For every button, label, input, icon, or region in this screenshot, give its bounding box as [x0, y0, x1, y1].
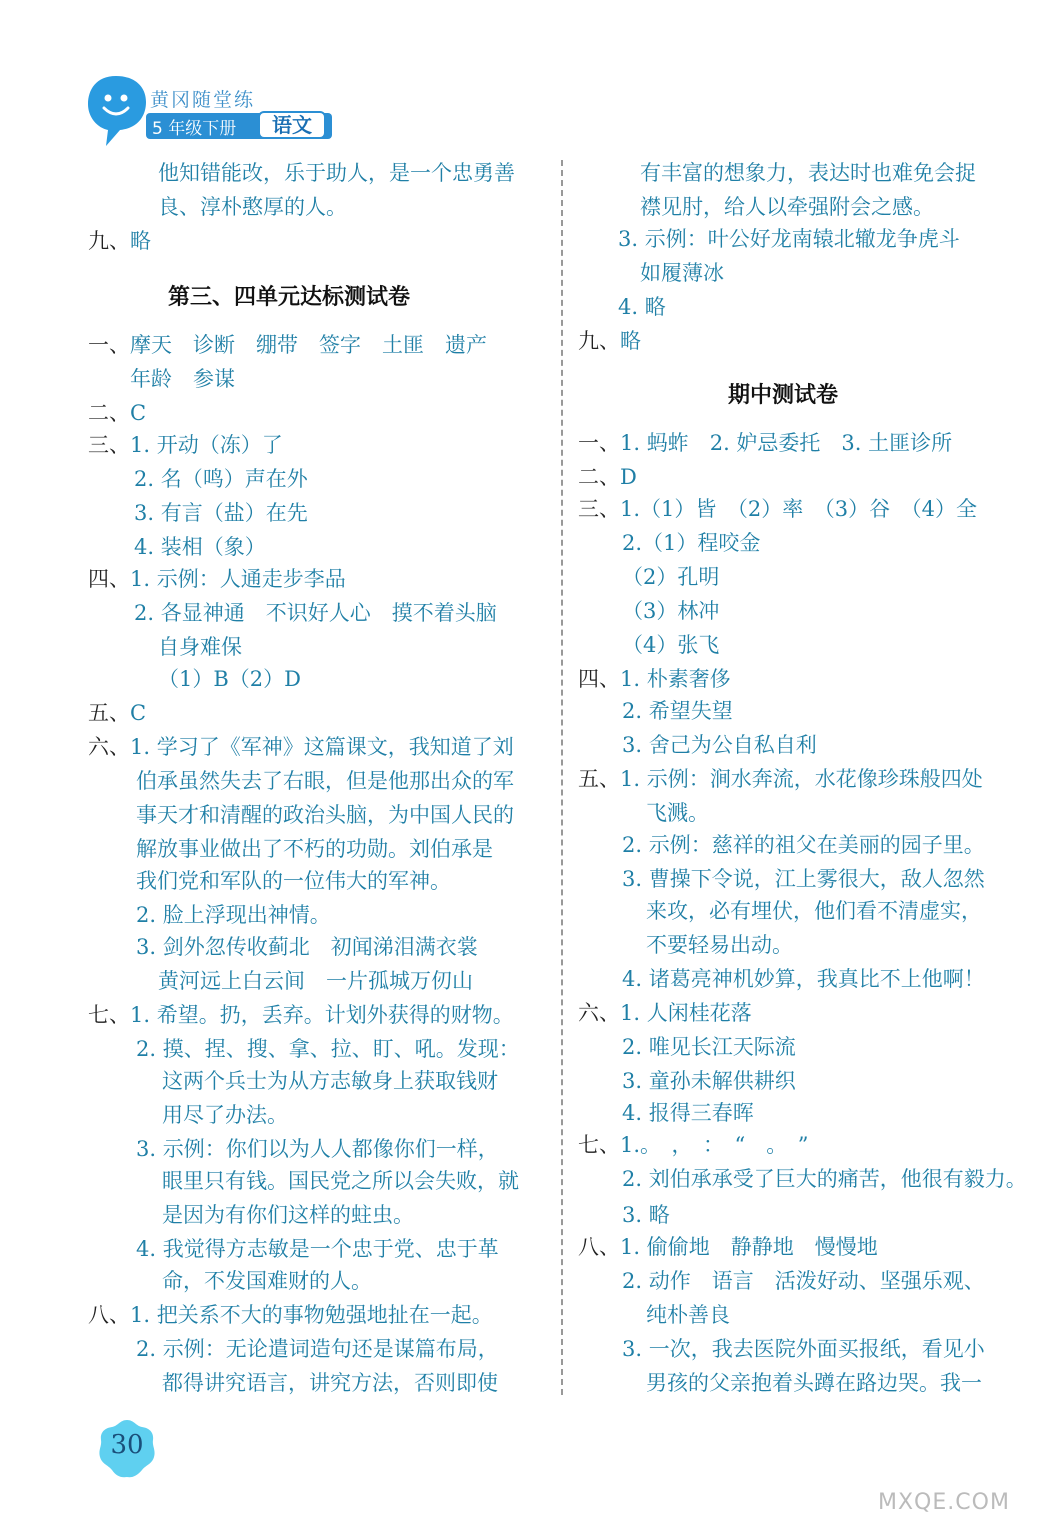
answer-text: 1. 蚂蚱 2. 妒忌委托 3. 土匪诊所 [620, 431, 953, 455]
answer-line [618, 224, 960, 254]
answer-text: 3. 示例：你们以为人人都像你们一样， [136, 1137, 499, 1161]
answer-text: 2.（1）程咬金 [622, 531, 761, 555]
answer-text: 有丰富的想象力，表达时也难免会捉 [640, 161, 976, 185]
answer-text: 3. 剑外忽传收蓟北 初闻涕泪满衣裳 [136, 935, 478, 959]
answer-line [578, 764, 983, 794]
answer-text: 男孩的父亲抱着头蹲在路边哭。我一 [646, 1371, 982, 1395]
brand-grade: 5 年级下册 [152, 119, 237, 139]
answer-line [618, 292, 666, 322]
answer-line [136, 1234, 499, 1264]
answer-text: 1. 人闲桂花落 [620, 1001, 752, 1025]
answer-text: 4. 略 [618, 295, 666, 319]
question-number: 三、 [88, 433, 130, 457]
answer-text: 是因为有你们这样的蛀虫。 [162, 1203, 414, 1227]
answer-line [136, 766, 514, 796]
answer-line [136, 900, 331, 930]
answer-text: 1. 朴素奢侈 [620, 667, 731, 691]
answer-text: 1.（1）皆 （2）率 （3）谷 （4）全 [620, 497, 977, 521]
answer-line [158, 632, 242, 662]
answer-line [136, 1034, 520, 1064]
answer-line [158, 966, 473, 996]
answer-text: 解放事业做出了不朽的功勋。刘伯承是 [136, 837, 493, 861]
answer-line [88, 698, 146, 728]
answer-text: C [130, 401, 147, 425]
answer-line [136, 932, 478, 962]
answer-line [622, 864, 985, 894]
answer-text: 伯承虽然失去了右眼，但是他那出众的军 [136, 769, 514, 793]
answer-line [136, 834, 493, 864]
answer-text: 1. 示例：涧水奔流，水花像珍珠般四处 [620, 767, 983, 791]
answer-line [158, 158, 515, 188]
question-number: 四、 [578, 667, 620, 691]
answer-text: 自身难保 [158, 635, 242, 659]
answer-line [646, 930, 793, 960]
answer-text: 年龄 参谋 [130, 367, 235, 391]
page-number: 30 [110, 1430, 144, 1460]
answer-text: 我们党和军队的一位伟大的军神。 [136, 869, 451, 893]
answer-line [88, 398, 146, 428]
answer-text: 1. 把关系不大的事物勉强地扯在一起。 [130, 1303, 493, 1327]
answer-line [88, 430, 283, 460]
answer-line [646, 1368, 982, 1398]
answer-text: 他知错能改，乐于助人，是一个忠勇善 [158, 161, 515, 185]
answer-text: 3. 童孙未解供耕织 [622, 1069, 796, 1093]
answer-text: D [620, 465, 637, 489]
answer-text: 3. 略 [622, 1203, 670, 1227]
question-number: 九、 [88, 229, 130, 253]
answer-line [578, 428, 952, 458]
answer-line [136, 800, 514, 830]
answer-line [622, 730, 817, 760]
answer-text: 4. 诸葛亮神机妙算，我真比不上他啊！ [622, 967, 985, 991]
answer-line [622, 630, 719, 660]
answer-text: 眼里只有钱。国民党之所以会失败，就 [162, 1169, 519, 1193]
answer-text: 2. 名（鸣）声在外 [134, 467, 308, 491]
answer-line [162, 1100, 288, 1130]
question-number: 一、 [578, 431, 620, 455]
answer-text: 2. 脸上浮现出神情。 [136, 903, 331, 927]
question-number: 一、 [88, 333, 130, 357]
answer-line [622, 1200, 670, 1230]
answer-text: （1）B（2）D [158, 667, 301, 691]
answer-text: 命，不发国难财的人。 [162, 1269, 372, 1293]
answer-text: 如履薄冰 [640, 261, 724, 285]
answer-line [88, 330, 487, 360]
answer-text: 3. 一次，我去医院外面买报纸，看见小 [622, 1337, 985, 1361]
answer-line [578, 664, 731, 694]
answer-line [578, 1232, 878, 1262]
answer-line [134, 498, 308, 528]
answer-line [88, 1000, 514, 1030]
answer-line [622, 830, 985, 860]
answer-line [134, 532, 266, 562]
answer-line [622, 528, 760, 558]
answer-line [622, 596, 719, 626]
answer-line [646, 1300, 730, 1330]
answer-text: 4. 我觉得方志敏是一个忠于党、忠于革 [136, 1237, 499, 1261]
answer-text: （3）林冲 [622, 599, 720, 623]
answer-text: 事天才和清醒的政治头脑，为中国人民的 [136, 803, 514, 827]
column-divider [561, 160, 563, 1395]
question-number: 八、 [578, 1235, 620, 1259]
answer-text: C [130, 701, 147, 725]
answer-line [622, 1164, 1027, 1194]
answer-line [130, 364, 235, 394]
answer-line [88, 732, 514, 762]
answer-line [134, 464, 308, 494]
answer-text: 3. 舍己为公自私自利 [622, 733, 817, 757]
answer-line [88, 226, 151, 256]
question-number: 五、 [578, 767, 620, 791]
answer-text: 3. 曹操下令说，江上雾很大，敌人忽然 [622, 867, 985, 891]
answer-line [578, 494, 977, 524]
answer-text: 1. 开动（冻）了 [130, 433, 283, 457]
answer-line [162, 1266, 372, 1296]
answer-text: 来攻，必有埋伏，他们看不清虚实， [646, 899, 982, 923]
answer-line [578, 1130, 809, 1160]
answer-line [622, 1266, 985, 1296]
answer-text: 2. 各显神通 不识好人心 摸不着头脑 [134, 601, 497, 625]
answer-text: 都得讲究语言，讲究方法，否则即使 [162, 1371, 498, 1395]
answer-line [622, 1098, 754, 1128]
answer-text: 4. 装相（象） [134, 535, 266, 559]
answer-text: 2. 唯见长江天际流 [622, 1035, 796, 1059]
answer-text: 襟见肘，给人以牵强附会之感。 [640, 195, 934, 219]
answer-text: 飞溅。 [646, 801, 709, 825]
answer-text: 摩天 诊断 绷带 签字 土匪 遗产 [130, 333, 487, 357]
answer-line [162, 1200, 414, 1230]
answer-text: 1. 偷偷地 静静地 慢慢地 [620, 1235, 878, 1259]
answer-line [622, 1032, 796, 1062]
answer-text: 用尽了办法。 [162, 1103, 288, 1127]
question-number: 二、 [578, 465, 620, 489]
answer-text: 3. 示例：叶公好龙南辕北辙龙争虎斗 [618, 227, 960, 251]
smiley-bubble-icon [88, 76, 146, 146]
answer-line [622, 1334, 985, 1364]
answer-text: 3. 有言（盐）在先 [134, 501, 308, 525]
answer-text: 1. 希望。扔，丢弃。计划外获得的财物。 [130, 1003, 514, 1027]
answer-text: （4）张飞 [622, 633, 720, 657]
question-number: 三、 [578, 497, 620, 521]
answer-text: 2. 示例：无论遣词造句还是谋篇布局， [136, 1337, 499, 1361]
answer-line [578, 462, 637, 492]
answer-text: 这两个兵士为从方志敏身上获取钱财 [162, 1069, 498, 1093]
answer-text: 1. 学习了《军神》这篇课文，我知道了刘 [130, 735, 514, 759]
answer-text: 2. 示例：慈祥的祖父在美丽的园子里。 [622, 833, 985, 857]
answer-line [646, 896, 982, 926]
answer-text: （2）孔明 [622, 565, 720, 589]
answer-line [158, 192, 347, 222]
answer-line [578, 326, 641, 356]
answer-line [622, 696, 733, 726]
answer-line [162, 1166, 519, 1196]
answer-line [622, 1066, 796, 1096]
answer-text: 纯朴善良 [646, 1303, 730, 1327]
answer-line [136, 1134, 499, 1164]
answer-line [88, 564, 346, 594]
question-number: 七、 [88, 1003, 130, 1027]
answer-line [640, 258, 724, 288]
section-heading: 期中测试卷 [728, 383, 839, 408]
answer-text: 2. 摸、捏、搜、拿、拉、盯、吼。发现： [136, 1037, 520, 1061]
answer-line [136, 1334, 499, 1364]
question-number: 九、 [578, 329, 620, 353]
answer-line [646, 798, 709, 828]
answer-line [162, 1368, 498, 1398]
answer-text: 略 [620, 329, 641, 353]
answer-text: 2. 刘伯承承受了巨大的痛苦，他很有毅力。 [622, 1167, 1027, 1191]
answer-text: 1.。 ， ： “ 。 ” [620, 1133, 809, 1157]
answer-text: 2. 希望失望 [622, 699, 733, 723]
answer-text: 1. 示例：人通走步李品 [130, 567, 346, 591]
answer-text: 2. 动作 语言 活泼好动、坚强乐观、 [622, 1269, 985, 1293]
answer-line [622, 562, 719, 592]
answer-line [136, 866, 451, 896]
answer-line [578, 998, 752, 1028]
question-number: 六、 [578, 1001, 620, 1025]
brand-subject: 语文 [258, 111, 326, 139]
answer-text: 略 [130, 229, 151, 253]
question-number: 二、 [88, 401, 130, 425]
question-number: 八、 [88, 1303, 130, 1327]
answer-line [88, 1300, 493, 1330]
brand-series: 黄冈随堂练 [150, 89, 256, 111]
answer-text: 不要轻易出动。 [646, 933, 793, 957]
answer-line [134, 598, 497, 628]
answer-line [640, 158, 976, 188]
answer-text: 黄河远上白云间 一片孤城万仞山 [158, 969, 473, 993]
answer-line [158, 664, 301, 694]
watermark: MXQE.COM [878, 1490, 1010, 1515]
question-number: 五、 [88, 701, 130, 725]
question-number: 七、 [578, 1133, 620, 1157]
answer-line [640, 192, 934, 222]
question-number: 六、 [88, 735, 130, 759]
answer-text: 良、淳朴憨厚的人。 [158, 195, 347, 219]
question-number: 四、 [88, 567, 130, 591]
answer-text: 4. 报得三春晖 [622, 1101, 754, 1125]
answer-line [162, 1066, 498, 1096]
answer-line [622, 964, 985, 994]
section-heading: 第三、四单元达标测试卷 [168, 285, 411, 310]
